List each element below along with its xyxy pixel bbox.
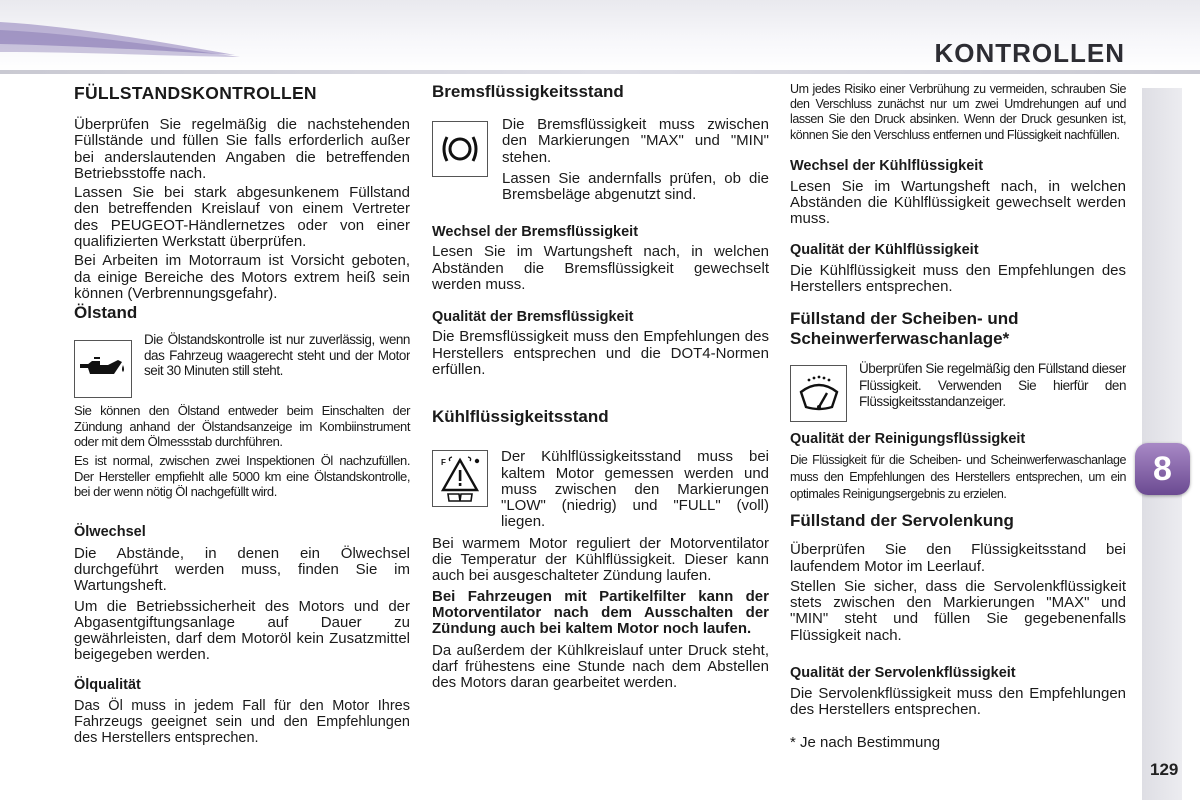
paragraph: Es ist normal, zwischen zwei Inspektionen Öl nachzufüllen. Der Hersteller empfiehlt alle 5000 km eine Ölstandskontrolle, bei der wenn nötig Öl nachgefüllt wird.: [74, 453, 410, 500]
paragraph: Bei Arbeiten im Motorraum ist Vorsicht geboten, da einige Bereiche des Motors extrem heiß sein können (Verbrennungsgefahr).: [74, 252, 410, 302]
page-number: 129: [1150, 760, 1179, 779]
paragraph: Um jedes Risiko einer Verbrühung zu vermeiden, schrauben Sie den Verschluss zunächst nur um zwei Umdrehungen auf und lassen Sie den Druck absinken. Wenn der Druck gesunken ist, können Sie den Verschluss entfernen und Flüssigkeit nachfüllen.: [790, 82, 1126, 142]
coolant-quality-heading: Qualität der Kühlflüssigkeit: [790, 241, 979, 258]
brake-warning-icon: [432, 121, 488, 177]
paragraph: Die Kühlflüssigkeit muss den Empfehlungen des Herstellers entsprechen.: [790, 261, 1126, 295]
paragraph: Lesen Sie im Wartungsheft nach, in welchen Abständen die Bremsflüssigkeit gewechselt werden muss.: [432, 243, 769, 294]
paragraph: Lesen Sie im Wartungsheft nach, in welchen Abständen die Kühlflüssigkeit gewechselt werden muss.: [790, 177, 1126, 228]
paragraph: Da außerdem der Kühlkreislauf unter Druck steht, darf frühestens eine Stunde nach dem Abstellen des Motors daran gearbeitet werden.: [432, 641, 769, 692]
column-1: [74, 80, 410, 747]
washer-heading: Füllstand der Scheiben- und Scheinwerferwaschanlage*: [790, 309, 1019, 349]
paragraph: Lassen Sie andernfalls prüfen, ob die Bremsbeläge abgenutzt sind.: [502, 169, 769, 204]
coolant-warning-icon: [432, 450, 488, 507]
paragraph: Die Flüssigkeit für die Scheiben- und Scheinwerferwaschanlage muss den Empfehlungen des Herstellers entsprechen, um ein optimales Reinigungsergebnis zu erzielen.: [790, 453, 1126, 502]
oil-level-heading: Ölstand: [74, 303, 138, 323]
paragraph: Der Kühlflüssigkeitsstand muss bei kaltem Motor gemessen werden und muss zwischen den Markierungen "LOW" (niedrig) und "FULL" (voll) liegen.: [501, 449, 769, 531]
paragraph: Stellen Sie sicher, dass die Servolenkflüssigkeit stets zwischen den Markierungen "MAX" und "MIN" steht und füllen Sie gegebenenfalls Flüssigkeit nach.: [790, 577, 1126, 644]
column-3: [790, 80, 1126, 751]
particle-filter-warning: Bei Fahrzeugen mit Partikelfilter kann der Motorventilator nach dem Ausschalten der Zündung auch bei kaltem Motor noch laufen.: [432, 587, 769, 638]
chapter-tab[interactable]: 8: [1135, 443, 1190, 495]
steering-quality-heading: Qualität der Servolenkflüssigkeit: [790, 665, 1016, 682]
svg-text:F: F: [441, 457, 446, 467]
paragraph: Das Öl muss in jedem Fall für den Motor Ihres Fahrzeugs geeignet sein und den Empfehlungen des Herstellers entsprechen.: [74, 697, 410, 747]
header-swoosh-decoration: [0, 0, 320, 72]
washer-fluid-icon: [790, 365, 847, 422]
washer-box-text: Überprüfen Sie regelmäßig den Füllstand dieser Flüssigkeit. Verwenden Sie hierfür den Flüssigkeitsstandanzeiger.: [859, 361, 1126, 410]
page-title: KONTROLLEN: [934, 38, 1125, 68]
paragraph: Lassen Sie bei stark abgesunkenem Füllstand den betreffenden Kreislauf von einem Vertreter des PEUGEOT-Händlernetzes oder von einer qualifizierten Werkstatt überprüfen.: [74, 184, 410, 251]
oil-change-heading: Ölwechsel: [74, 523, 146, 540]
paragraph: Überprüfen Sie den Flüssigkeitsstand bei laufendem Motor im Leerlauf.: [790, 541, 1126, 575]
paragraph: Sie können den Ölstand entweder beim Einschalten der Zündung anhand der Ölstandsanzeige im Kombiinstrument oder mit dem Ölmessstab durchführen.: [74, 403, 410, 450]
oil-quality-heading: Ölqualität: [74, 676, 141, 693]
paragraph: Die Abstände, in denen ein Ölwechsel durchgeführt werden muss, finden Sie im Wartungsheft.: [74, 544, 410, 595]
cleaning-fluid-heading: Qualität der Reinigungsflüssigkeit: [790, 431, 1026, 448]
brake-quality-heading: Qualität der Bremsflüssigkeit: [432, 309, 634, 326]
paragraph: Um die Betriebssicherheit des Motors und der Abgasentgiftungsanlage auf Dauer zu gewährleisten, darf dem Motoröl kein Zusatzmittel beigegeben werden.: [74, 597, 410, 664]
oil-box-text: Die Ölstandskontrolle ist nur zuverlässig, wenn das Fahrzeug waagerecht steht und der Motor seit 30 Minuten still steht.: [144, 332, 410, 379]
brake-fluid-heading: Bremsflüssigkeitsstand: [432, 82, 624, 101]
paragraph: Überprüfen Sie regelmäßig die nachstehenden Füllstände und füllen Sie falls erforderlich außer bei anderslautenden Angaben die betreffenden Betriebsstoffe nach.: [74, 116, 410, 182]
section-title: FÜLLSTANDSKONTROLLEN: [74, 83, 317, 103]
coolant-change-heading: Wechsel der Kühlflüssigkeit: [790, 157, 984, 174]
header-rule: [0, 70, 1200, 74]
power-steering-heading: Füllstand der Servolenkung: [790, 511, 1014, 531]
paragraph: Die Servolenkflüssigkeit muss den Empfehlungen des Herstellers entsprechen.: [790, 685, 1126, 719]
paragraph: Bei warmem Motor reguliert der Motorventilator die Temperatur der Kühlflüssigkeit. Dieser kann auch bei ausgeschalteter Zündung laufen.: [432, 534, 769, 585]
oil-can-icon: [74, 340, 132, 398]
paragraph: Die Bremsflüssigkeit muss zwischen den Markierungen "MAX" und "MIN" stehen.: [502, 117, 769, 166]
column-2: [432, 80, 769, 691]
paragraph: Die Bremsflüssigkeit muss den Empfehlungen des Herstellers entsprechen und die DOT4-Normen erfüllen.: [432, 328, 769, 378]
brake-change-heading: Wechsel der Bremsflüssigkeit: [432, 224, 639, 241]
coolant-heading: Kühlflüssigkeitsstand: [432, 407, 609, 427]
footnote: * Je nach Bestimmung: [790, 733, 941, 751]
